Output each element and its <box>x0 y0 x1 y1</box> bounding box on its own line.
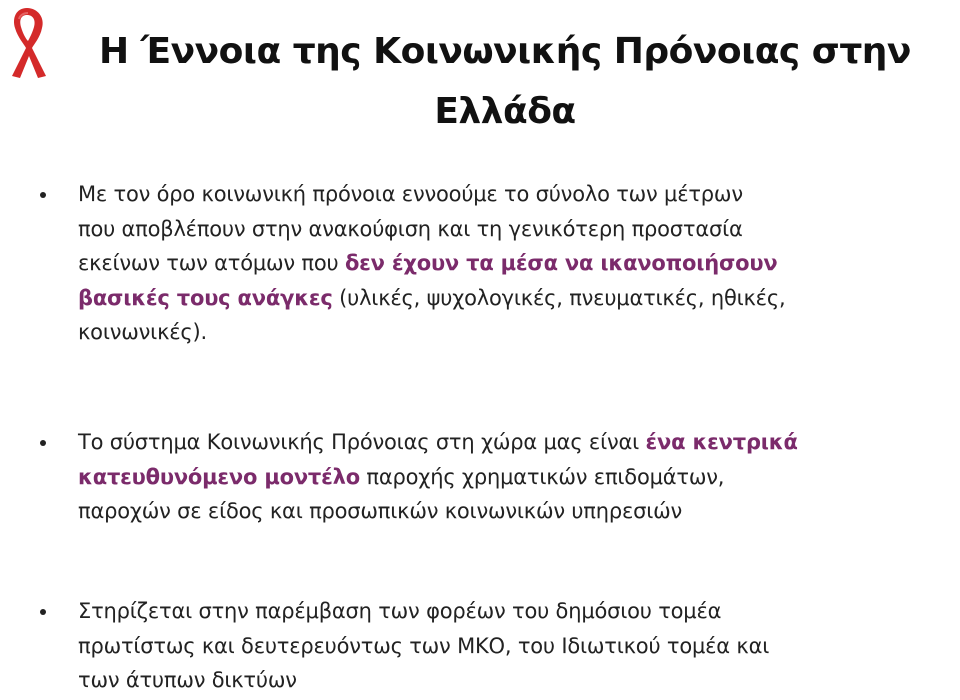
bullet-line: κοινωνικές). <box>78 320 208 344</box>
bullet-line: βασικές τους ανάγκες (υλικές, ψυχολογικές, πνευματικές, ηθικές, <box>78 285 786 310</box>
bullet-line: Με τον όρο κοινωνική πρόνοια εννοούμε το σύνολο των μέτρων <box>78 182 743 206</box>
bullet-item-definition <box>78 177 958 350</box>
emphasis-text: βασικές τους ανάγκες <box>78 285 333 310</box>
title-line-2: Ελλάδα <box>434 91 576 132</box>
bullet-line: πρωτίστως και δευτερευόντως των ΜΚΟ, του Ιδιωτικού τομέα και <box>78 633 770 658</box>
bullet-line: εκείνων των ατόμων που δεν έχουν τα μέσα να ικανοποιήσουν <box>78 251 778 275</box>
emphasis-text: δεν έχουν τα μέσα να ικανοποιήσουν <box>344 251 778 275</box>
bullet-item-system <box>78 425 958 529</box>
bullet-line: των άτυπων δικτύων <box>78 668 297 692</box>
emphasis-text: ένα κεντρικά <box>645 430 798 454</box>
emphasis-text: κατευθυνόμενο μοντέλο <box>78 464 360 489</box>
bullet-line: που αποβλέπουν στην ανακούφιση και τη γενικότερη προστασία <box>78 216 743 241</box>
title-line-1: Η Έννοια της Κοινωνικής Πρόνοιας στην <box>99 31 911 72</box>
bullet-line: Στηρίζεται στην παρέμβαση των φορέων του δημόσιου τομέα <box>78 599 722 623</box>
bullet-item-support <box>78 594 958 698</box>
bullet-line: κατευθυνόμενο μοντέλο παροχής χρηματικών επιδομάτων, <box>78 464 725 489</box>
bullet-line: Το σύστημα Κοινωνικής Πρόνοιας στη χώρα μας είναι ένα κεντρικά <box>78 430 798 454</box>
bullet-line: παροχών σε είδος και προσωπικών κοινωνικών υπηρεσιών <box>78 499 683 523</box>
